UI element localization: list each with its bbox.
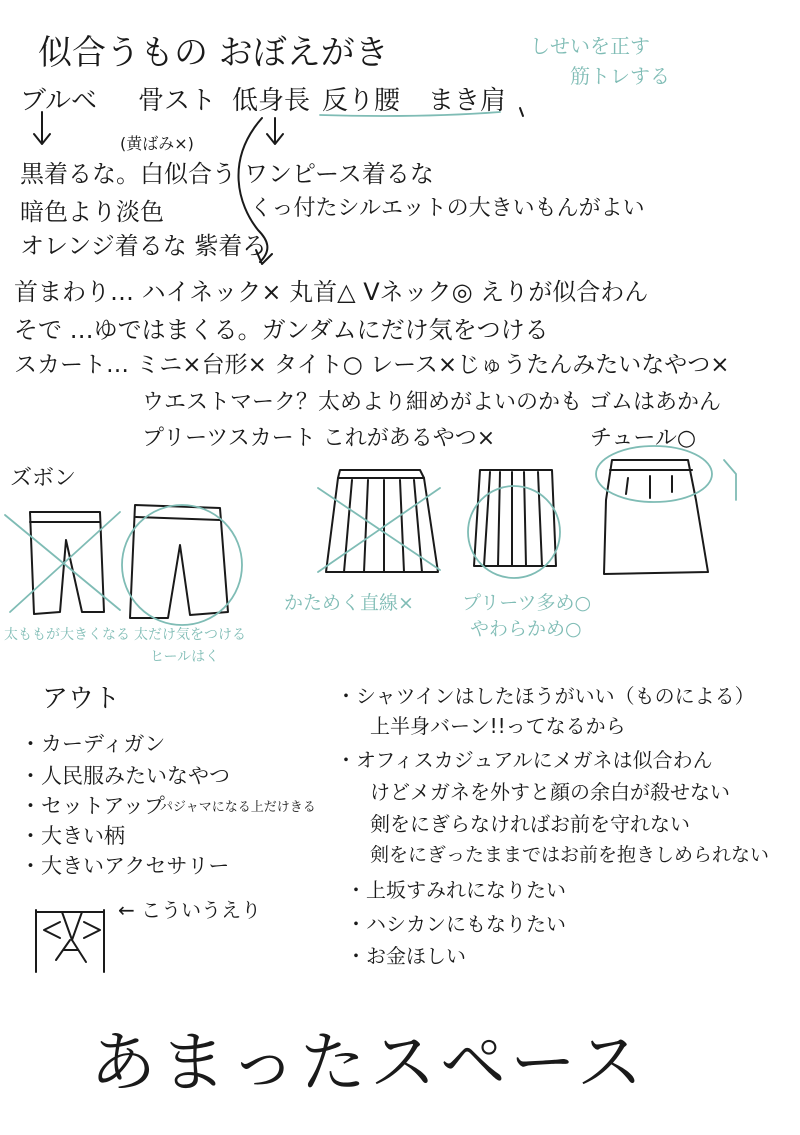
footer-text: あまったスペース (90, 1024, 647, 1101)
pants-wide-sketch (122, 505, 242, 625)
color-note-1: 黒着るな。白似合う (20, 160, 236, 188)
silhouette-note-2: くっ付たシルエットの大きいもんがよい (250, 196, 645, 221)
teal-note-1: しせいを正す (530, 34, 650, 58)
out-item: ・大きい柄 (20, 824, 125, 848)
note-glasses-4: 剣をにぎったままではお前を抱きしめられない (370, 844, 770, 866)
skirt-soft-pleats-sketch (468, 470, 560, 578)
out-item: ・セットアップ (20, 794, 165, 818)
color-note-2: 暗色より淡色 (20, 198, 164, 226)
skirt-caption-3: やわらかめ○ (470, 618, 582, 640)
trait-height: 低身長 (232, 86, 311, 116)
teal-note-2: 筋トレする (570, 64, 670, 88)
rule-neck: 首まわり… ハイネック× 丸首△ Vネック◎ えりが似合わん (14, 278, 649, 306)
trait-makikata: まき肩 (428, 86, 507, 116)
pants-label: ズボン (10, 466, 77, 491)
note-shirt-in-reason: 上半身バーン!!ってなるから (370, 714, 626, 738)
pants-straight-sketch (5, 512, 120, 614)
rule-pleats: プリーツスカート これがあるやつ× (142, 426, 496, 451)
note-glasses-2: けどメガネを外すと顔の余白が殺せない (370, 780, 730, 804)
skirt-tulle-sketch (596, 446, 736, 574)
out-item: ・カーディガン (20, 732, 166, 756)
trait-hone: 骨スト (138, 86, 217, 116)
note-uesaka: ・上坂すみれになりたい (346, 878, 566, 902)
collar-note: ← こういうえり (118, 898, 262, 922)
note-shirt-in: ・シャツインはしたほうがいい（ものによる） (336, 684, 755, 708)
rule-sleeve: そで …ゆではまくる。ガンダムにだけ気をつける (14, 316, 549, 344)
note-glasses: ・オフィスカジュアルにメガネは似合わん (336, 748, 713, 772)
rule-tulle: チュール○ (590, 426, 697, 451)
out-heading: アウト (42, 684, 121, 714)
note-hashikan: ・ハシカンにもなりたい (346, 912, 566, 936)
trait-brube: ブルベ (20, 86, 97, 116)
note-money: ・お金ほしい (346, 944, 466, 968)
note-glasses-3: 剣をにぎらなければお前を守れない (370, 812, 690, 836)
collar-sketch (36, 910, 104, 972)
pants-caption-right-2: ヒールはく (150, 649, 220, 665)
skirt-caption-1: かためく直線× (284, 592, 414, 614)
trait-sorigoshi: 反り腰 (322, 86, 401, 116)
out-item: ・大きいアクセサリー (20, 854, 230, 878)
pants-caption-left: 太ももが大きくなる (4, 627, 130, 643)
rule-skirt: スカート… ミニ×台形× タイト○ レース×じゅうたんみたいなやつ× (14, 352, 730, 378)
page-title: 似合うもの おぼえがき (38, 33, 389, 73)
yellowish-note: (黄ばみ×) (120, 134, 194, 153)
silhouette-note-1: ワンピース着るな (244, 160, 434, 188)
color-note-3: オレンジ着るな 紫着ろ (20, 232, 267, 260)
skirt-stiff-sketch (318, 470, 440, 572)
rule-waist: ウエストマーク？太めより細めがよいのかも ゴムはあかん (142, 390, 721, 415)
out-item: ・人民服みたいなやつ (20, 764, 230, 788)
skirt-caption-2: プリーツ多め○ (462, 592, 592, 614)
setup-note: パジャマになる上だけきる (160, 800, 316, 815)
pants-caption-right-1: 太だけ気をつける (134, 627, 246, 643)
